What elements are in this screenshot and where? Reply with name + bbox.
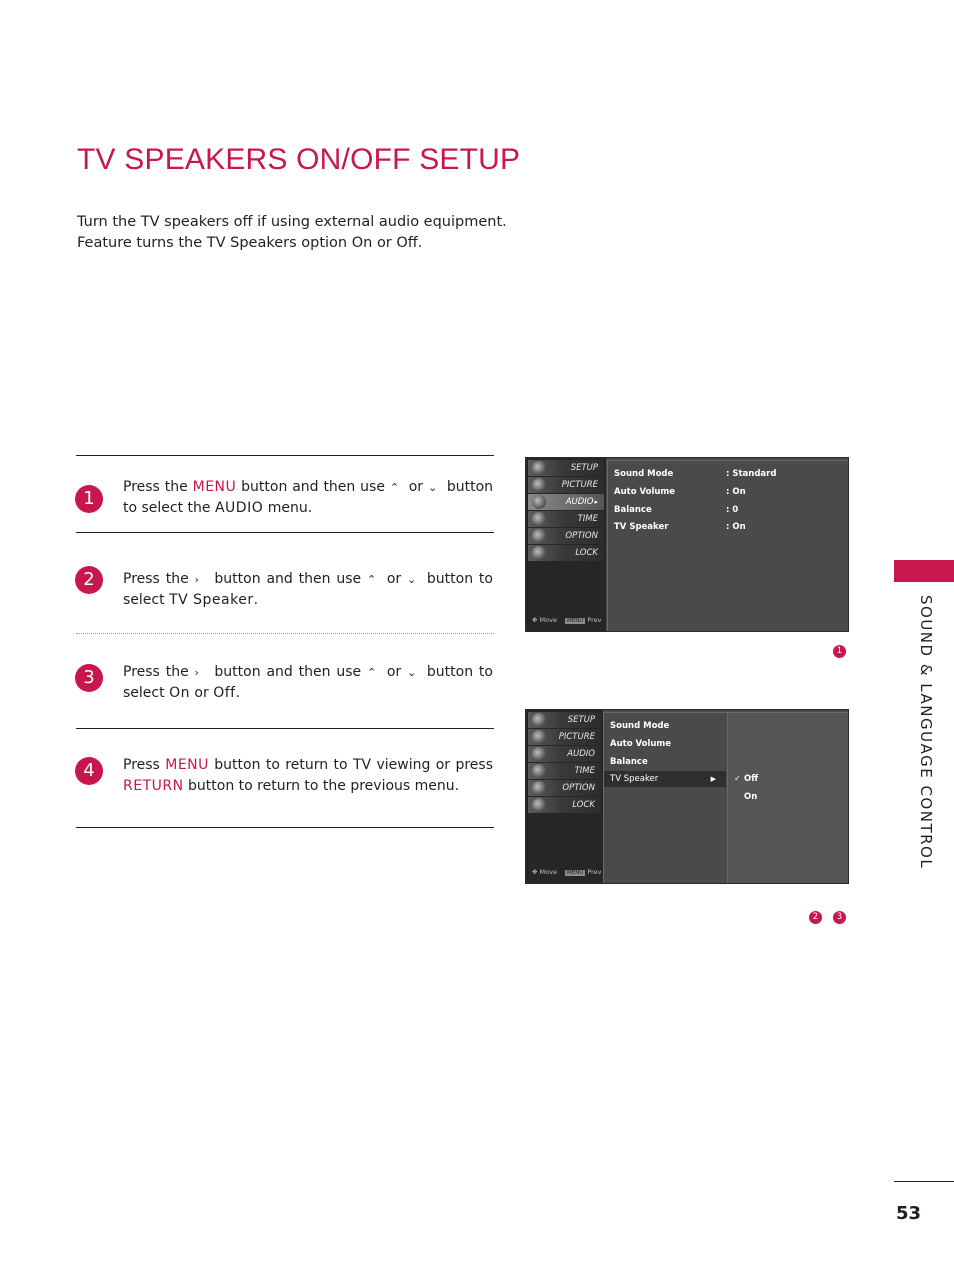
right-arrow-icon: ›	[194, 573, 199, 586]
step-divider	[76, 827, 494, 828]
step-number-2: 2	[75, 566, 103, 594]
tv-speaker-key: TV Speaker	[169, 592, 254, 608]
down-arrow-icon: ⌄	[427, 481, 438, 494]
osd-row-tv-speaker: TV Speaker : On	[614, 522, 746, 532]
osd-row-balance: Balance	[610, 757, 648, 767]
step-1-text: Press the MENU button and then use ⌃ or ⌄ button to select the AUDIO menu.	[123, 479, 494, 516]
osd-row-balance: Balance : 0	[614, 505, 739, 515]
disc-icon	[532, 529, 546, 543]
osd-option-off: ✓ Off	[734, 771, 758, 787]
step-4-text: Press MENU button to return to TV viewing or press RETURN button to return to the previous menu.	[123, 757, 493, 794]
page-number-rule	[894, 1181, 954, 1182]
step-3-text: Press the › button and then use ⌃ or ⌄ button to select On or Off.	[123, 664, 493, 701]
section-tab-marker	[894, 560, 954, 582]
osd-option-submenu	[727, 712, 848, 883]
up-arrow-icon: ⌃	[389, 481, 400, 494]
osd-tab-lock: LOCK	[528, 545, 604, 561]
intro-line-2: Feature turns the TV Speakers option On or Off.	[77, 235, 423, 251]
step-divider	[76, 728, 494, 729]
speaker-icon	[532, 747, 546, 761]
step-divider	[76, 532, 494, 533]
disc-icon	[532, 730, 546, 744]
osd-menu-tabs	[526, 710, 603, 883]
right-triangle-icon: ▸	[594, 498, 598, 506]
osd-row-auto-volume: Auto Volume : On	[614, 487, 746, 497]
disc-icon	[532, 478, 546, 492]
osd-option-on: On	[744, 792, 758, 802]
osd-tab-setup: SETUP	[528, 712, 601, 728]
speaker-icon	[532, 495, 546, 509]
osd-row-sound-mode: Sound Mode : Standard	[614, 469, 777, 479]
osd-tab-audio: AUDIO	[528, 746, 601, 762]
menu-key: MENU	[192, 479, 237, 495]
osd-tab-option: OPTION	[528, 528, 604, 544]
callout-step-1: 1	[833, 645, 846, 658]
lock-icon	[532, 798, 546, 812]
disc-icon	[532, 781, 546, 795]
step-divider	[76, 455, 494, 456]
step-2-text: Press the › button and then use ⌃ or ⌄ button to select TV Speaker.	[123, 571, 493, 608]
move-icon: ✥	[532, 868, 538, 876]
osd-row-auto-volume: Auto Volume	[610, 739, 672, 749]
intro-text	[77, 212, 517, 254]
move-icon: ✥	[532, 616, 538, 624]
step-number-4: 4	[75, 757, 103, 785]
osd-menu-tabs	[526, 458, 606, 631]
on-key: On	[169, 685, 190, 701]
section-side-label: SOUND & LANGUAGE CONTROL	[917, 595, 935, 870]
osd-footer: ✥ Move MENU Prev	[532, 868, 602, 876]
play-triangle-icon: ▶	[710, 775, 716, 783]
intro-line-1: Turn the TV speakers off if using external audio equipment.	[77, 214, 507, 230]
audio-key: AUDIO	[214, 500, 264, 516]
osd-tv-speaker-submenu	[525, 709, 849, 884]
callout-step-2: 2	[809, 911, 822, 924]
disc-icon	[532, 764, 546, 778]
step-number-1: 1	[75, 485, 103, 513]
osd-tab-lock: LOCK	[528, 797, 601, 813]
osd-audio-menu	[525, 457, 849, 632]
osd-tab-setup: SETUP	[528, 460, 604, 476]
lock-icon	[532, 546, 546, 560]
osd-tab-picture: PICTURE	[528, 729, 601, 745]
off-key: Off	[213, 685, 236, 701]
osd-settings-panel	[603, 712, 727, 883]
return-key: RETURN	[123, 778, 184, 794]
osd-footer: ✥ Move MENU Prev	[532, 616, 602, 624]
disc-icon	[532, 713, 546, 727]
step-divider-dotted	[76, 633, 494, 634]
osd-row-sound-mode: Sound Mode	[610, 721, 670, 731]
menu-key: MENU	[165, 757, 209, 773]
page-number: 53	[896, 1203, 922, 1224]
checkmark-icon: ✓	[734, 774, 741, 783]
right-arrow-icon: ›	[194, 666, 199, 679]
osd-settings-panel	[607, 460, 848, 631]
up-arrow-icon: ⌃	[366, 666, 377, 679]
page-title: TV SPEAKERS ON/OFF SETUP	[77, 143, 521, 176]
osd-tab-picture: PICTURE	[528, 477, 604, 493]
down-arrow-icon: ⌄	[407, 666, 417, 679]
disc-icon	[532, 512, 546, 526]
down-arrow-icon: ⌄	[407, 573, 417, 586]
osd-tab-audio: AUDIO▸	[528, 494, 604, 510]
osd-tab-time: TIME	[528, 511, 604, 527]
up-arrow-icon: ⌃	[366, 573, 377, 586]
osd-tab-option: OPTION	[528, 780, 601, 796]
disc-icon	[532, 461, 546, 475]
step-number-3: 3	[75, 664, 103, 692]
callout-step-3: 3	[833, 911, 846, 924]
osd-row-tv-speaker-selected: TV Speaker ▶	[604, 771, 726, 787]
osd-tab-time: TIME	[528, 763, 601, 779]
